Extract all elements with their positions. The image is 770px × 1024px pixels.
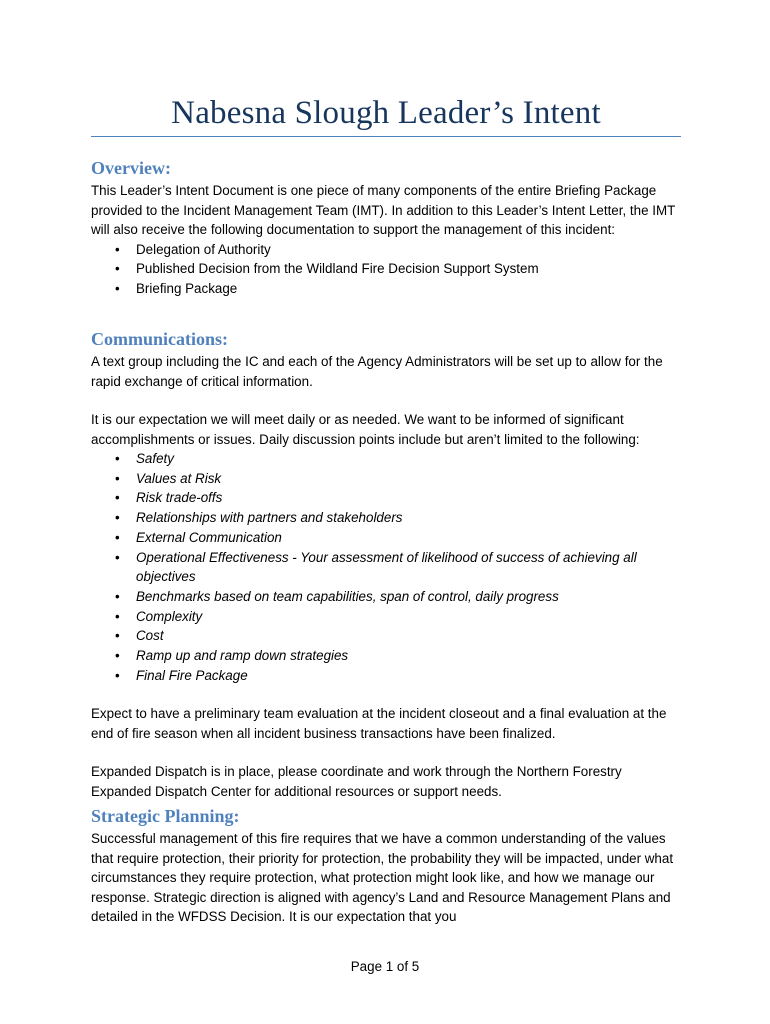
bullet-glyph: • bbox=[115, 549, 120, 565]
paragraph-spacer bbox=[91, 685, 681, 704]
bullet-text: Safety bbox=[136, 451, 174, 466]
bullet-text: Final Fire Package bbox=[136, 667, 248, 683]
bullet-item bbox=[91, 626, 681, 646]
bullet-glyph: • bbox=[115, 529, 120, 545]
bullet-text: Relationships with partners and stakeholders bbox=[136, 510, 403, 526]
communications-heading: Communications: bbox=[91, 329, 229, 349]
bullet-item bbox=[91, 508, 681, 528]
bullet-item bbox=[91, 469, 681, 489]
communications-paragraph-2: It is our expectation we will meet daily or as needed. We want to be informed of significant accomplishments or issues. Daily discussion points include but aren’t limited to the following: bbox=[91, 412, 640, 447]
title-underline bbox=[91, 136, 681, 137]
overview-bullet-list bbox=[91, 240, 681, 299]
bullet-item bbox=[91, 666, 681, 686]
bullet-item bbox=[91, 240, 681, 260]
paragraph-spacer bbox=[91, 743, 681, 762]
bullet-text: Ramp up and ramp down strategies bbox=[136, 648, 349, 664]
overview-paragraph: This Leader’s Intent Document is one piece of many components of the entire Briefing Package provided to the Incident Management Team (IMT). In addition to this Leader’s Intent Letter, the IMT will also receive the following documentation to support the management of this incident: bbox=[91, 183, 676, 237]
overview-heading: Overview: bbox=[91, 158, 171, 178]
communications-section bbox=[91, 328, 681, 801]
bullet-text: Risk trade-offs bbox=[136, 490, 223, 506]
bullet-text: Values at Risk bbox=[136, 470, 222, 486]
communications-paragraph-3: Expect to have a preliminary team evaluation at the incident closeout and a final evaluation at the end of fire season when all incident business transactions have been finalized. bbox=[91, 706, 667, 741]
bullet-glyph: • bbox=[115, 608, 120, 624]
bullet-item bbox=[91, 528, 681, 548]
paragraph-spacer bbox=[91, 391, 681, 410]
bullet-glyph: • bbox=[115, 648, 120, 664]
bullet-text: Operational Effectiveness - Your assessment of likelihood of success of achieving all objectives bbox=[136, 549, 637, 585]
bullet-glyph: • bbox=[115, 241, 120, 257]
strategic-planning-heading: Strategic Planning: bbox=[91, 806, 240, 826]
bullet-text: Delegation of Authority bbox=[136, 241, 271, 257]
bullet-text: Benchmarks based on team capabilities, span of control, daily progress bbox=[136, 588, 559, 604]
strategic-planning-paragraph: Successful management of this fire requires that we have a common understanding of the values that require protection, their priority for protection, the probability they will be impacted, under what circumstances they require protection, what protection might look like, and how we manage our response. Strategic direction is aligned with agency’s Land and Resource Management Plans and detailed in the WFDSS Decision. It is our expectation that you bbox=[91, 831, 674, 924]
bullet-item bbox=[91, 646, 681, 666]
bullet-glyph: • bbox=[115, 628, 120, 644]
bullet-item bbox=[91, 449, 681, 469]
page-title: Nabesna Slough Leader’s Intent bbox=[171, 95, 601, 131]
strategic-planning-section bbox=[91, 805, 681, 927]
bullet-item bbox=[91, 548, 681, 587]
bullet-text: Briefing Package bbox=[136, 280, 238, 296]
bullet-item bbox=[91, 607, 681, 627]
bullet-glyph: • bbox=[115, 470, 120, 486]
page-number: Page 1 of 5 bbox=[350, 959, 420, 974]
communications-paragraph-1: A text group including the IC and each of the Agency Administrators will be set up to allow for the rapid exchange of critical information. bbox=[91, 354, 663, 389]
bullet-glyph: • bbox=[115, 667, 120, 683]
bullet-glyph: • bbox=[115, 451, 120, 466]
bullet-item bbox=[91, 488, 681, 508]
discussion-points-list bbox=[91, 449, 681, 685]
bullet-text: Cost bbox=[136, 628, 164, 644]
bullet-glyph: • bbox=[115, 280, 120, 296]
bullet-item bbox=[91, 587, 681, 607]
bullet-text: Complexity bbox=[136, 608, 203, 624]
bullet-text: Published Decision from the Wildland Fire Decision Support System bbox=[136, 261, 539, 277]
bullet-glyph: • bbox=[115, 588, 120, 604]
bullet-text: External Communication bbox=[136, 529, 282, 545]
bullet-item bbox=[91, 259, 681, 279]
overview-section bbox=[91, 157, 681, 299]
bullet-item bbox=[91, 279, 681, 299]
bullet-glyph: • bbox=[115, 261, 120, 277]
bullet-glyph: • bbox=[115, 510, 120, 526]
communications-paragraph-4: Expanded Dispatch is in place, please coordinate and work through the Northern Forestry Expanded Dispatch Center for additional resources or support needs. bbox=[91, 764, 622, 799]
bullet-glyph: • bbox=[115, 490, 120, 506]
